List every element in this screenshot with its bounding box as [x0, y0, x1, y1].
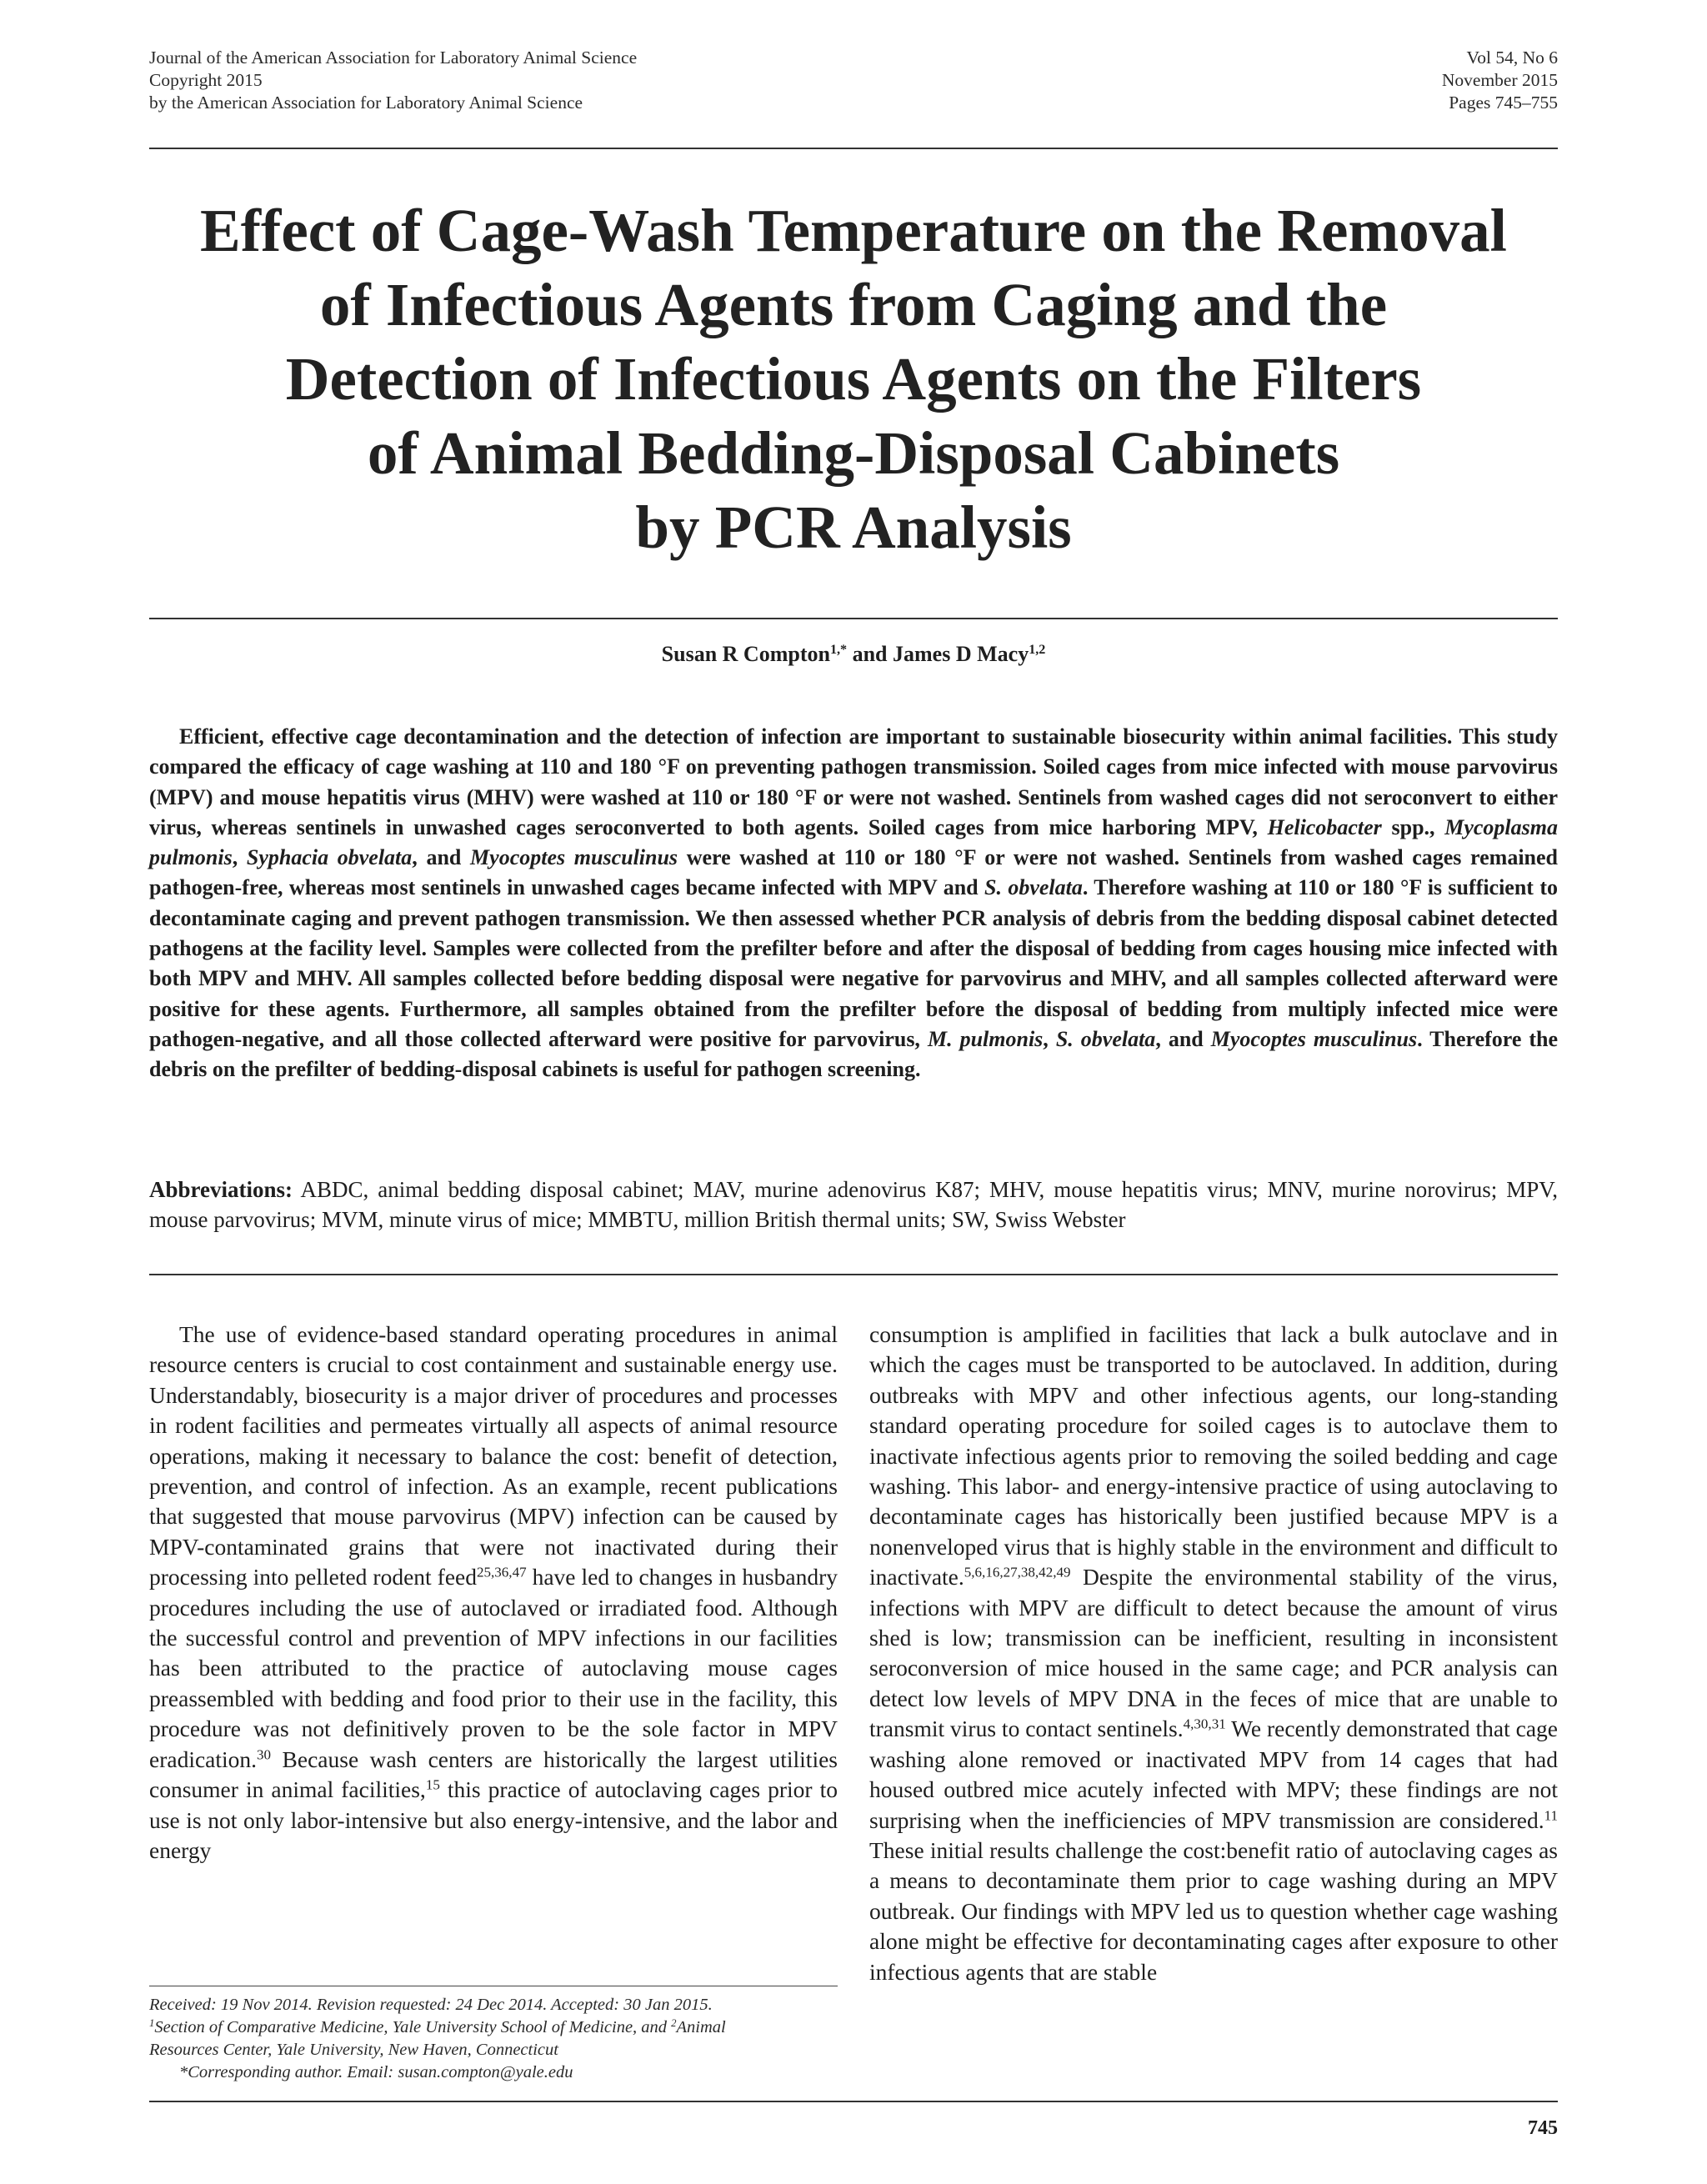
title-line: Effect of Cage-Wash Temperature on the Removal: [200, 197, 1507, 264]
volume-issue: Vol 54, No 6: [1466, 48, 1558, 68]
header-divider: [149, 148, 1558, 149]
body-text: The use of evidence-based standard operating procedures in animal resource centers is crucial to cost containment and sustainable energy use. Understandably, biosecurity is a major driver of procedures and processes in rodent facilities and permeates virtually all aspects of animal resource operations, making it necessary to balance the cost: benefit of detection, prevention, and control of infection. As an example, recent publications that suggested that mouse parvovirus (MPV) infection can be caused by MPV-contaminated grains that were not inactivated during their processing into pelleted rodent feed: [149, 1321, 838, 1590]
abstract-text: . Therefore the debris on the prefilter of bedding-disposal cabinets is useful for pathogen screening.: [149, 1026, 1559, 1082]
citation: 4,30,31: [1183, 1716, 1226, 1732]
species-name: Mycoplasma pulmonis: [149, 814, 1558, 870]
author-name: James D Macy: [893, 642, 1029, 666]
author-affiliation-marker: 1,*: [829, 643, 848, 658]
abstract-text: , and: [1155, 1026, 1211, 1051]
abstract-text: were washed at 110 or 180 °F or were not washed. Sentinels from washed cages remained pathogen-free, whereas most sentinels in unwashed cages became infected with MPV and: [149, 845, 1558, 900]
body-text: Despite the environmental stability of the virus, infections with MPV are difficult to detect because the amount of virus shed is low; transmission can be inefficient, resulting in inconsistent seroconversion of mice housed in the same cage; and PCR analysis can detect low levels of MPV DNA in the feces of mice that are unable to transmit virus to contact sentinels.: [869, 1564, 1558, 1742]
affiliation-marker: 1: [149, 2017, 155, 2030]
journal-name: Journal of the American Association for Laboratory Animal Science: [149, 48, 638, 68]
abbreviations-label: Abbreviations:: [149, 1177, 293, 1202]
body-paragraph: [869, 1320, 1558, 1987]
abstract: [149, 722, 1558, 1085]
body-paragraph: [149, 1320, 838, 1866]
copyright-line: Copyright 2015: [149, 70, 263, 90]
species-name: Myocoptes musculinus: [470, 845, 678, 870]
abstract-paragraph: [149, 722, 1558, 1085]
author-affiliation-marker: 1,2: [1029, 643, 1046, 658]
footnotes: [149, 1994, 838, 2084]
affiliation-text: Animal: [676, 2018, 726, 2036]
abstract-text: , and: [412, 845, 471, 870]
citation: 5,6,16,27,38,42,49: [964, 1564, 1071, 1580]
citation: 15: [425, 1776, 440, 1793]
author-name: Susan R Compton: [661, 642, 830, 666]
abbreviations: [149, 1175, 1558, 1235]
species-name: M. pulmonis: [927, 1026, 1044, 1051]
copyright-holder: by the American Association for Laboratory Animal Science: [149, 93, 583, 113]
issue-date: November 2015: [1441, 70, 1558, 90]
journal-header-left: [149, 47, 637, 114]
body-text: have led to changes in husbandry procedures including the use of autoclaved or irradiated food. Although the successful control and prevention of MPV infections in our facilities has been attributed to the practice of autoclaving mouse cages preassembled with bedding and food prior to their use in the facility, this procedure was not definitively proven to be the sole factor in MPV eradication.: [149, 1564, 838, 1772]
body-text: Because wash centers are historically the largest utilities consumer in animal facilities,: [149, 1746, 838, 1803]
affiliation-continued: Resources Center, Yale University, New Haven, Connecticut: [149, 2041, 558, 2059]
abstract-text: . Therefore washing at 110 or 180 °F is sufficient to decontaminate caging and prevent pathogen transmission. We then assessed whether PCR analysis of debris from the bedding disposal cabinet detected pathogens at the facility level. Samples were collected from the prefilter before and after the disposal of bedding from cages housing mice infected with both MPV and MHV. All samples collected before bedding disposal were negative for parvovirus and MHV, and all samples collected afterward were positive for these agents. Furthermore, all samples obtained from the prefilter before the disposal of bedding from multiply infected mice were pathogen-negative, and all those collected afterward were positive for parvovirus,: [149, 875, 1558, 1051]
abstract-text: spp.,: [1381, 814, 1445, 839]
author-conjunction: and: [847, 642, 894, 666]
species-name: S. obvelata: [1055, 1026, 1156, 1051]
author-list: [149, 640, 1558, 669]
body-text: We recently demonstrated that cage washing alone removed or inactivated MPV from 14 cages that had housed outbred mice acutely infected with MPV; these findings are not surprising when the inefficiencies of MPV transmission are considered.: [869, 1716, 1558, 1833]
journal-header-right: [1442, 47, 1558, 114]
corresponding-author: *Corresponding author. Email: susan.compton@yale.edu: [179, 2063, 573, 2081]
title-line: Detection of Infectious Agents on the Filters: [285, 345, 1422, 413]
abstract-text: ,: [232, 845, 247, 870]
title-line: of Animal Bedding-Disposal Cabinets: [367, 419, 1340, 487]
abstract-divider: [149, 1274, 1558, 1275]
title-divider: [149, 618, 1558, 619]
citation: 11: [1544, 1807, 1558, 1824]
body-column-right: [869, 1320, 1558, 1987]
species-name: Syphacia obvelata: [246, 845, 413, 870]
body-column-left: [149, 1320, 838, 1866]
species-name: Helicobacter: [1267, 814, 1382, 839]
affiliation-marker: 2: [671, 2017, 677, 2030]
title-line: of Infectious Agents from Caging and the: [319, 271, 1388, 338]
affiliation-text: Section of Comparative Medicine, Yale University School of Medicine, and: [154, 2018, 672, 2036]
species-name: S. obvelata: [984, 875, 1083, 900]
species-name: Myocoptes musculinus: [1210, 1026, 1418, 1051]
page-range: Pages 745–755: [1449, 93, 1558, 113]
body-text: this practice of autoclaving cages prior to use is not only labor-intensive but also energy-intensive, and the labor and energy: [149, 1776, 838, 1863]
page-number: 745: [1528, 2117, 1558, 2139]
article-title: [149, 193, 1558, 564]
abstract-text: Efficient, effective cage decontamination and the detection of infection are important to sustainable biosecurity within animal facilities. This study compared the efficacy of cage washing at 110 and 180 °F on preventing pathogen transmission. Soiled cages from mice infected with mouse parvovirus (MPV) and mouse hepatitis virus (MHV) were washed at 110 or 180 °F or were not washed. Sentinels from washed cages did not seroconvert to either virus, whereas sentinels in unwashed cages seroconverted to both agents. Soiled cages from mice harboring MPV,: [149, 724, 1558, 839]
received-dates: Received: 19 Nov 2014. Revision requested: 24 Dec 2014. Accepted: 30 Jan 2015.: [149, 1996, 713, 2014]
body-text: consumption is amplified in facilities that lack a bulk autoclave and in which the cages must be transported to be autoclaved. In addition, during outbreaks with MPV and other infectious agents, our long-standing standard operating procedure for soiled cages is to autoclave them to inactivate infectious agents prior to removing the soiled bedding and cage washing. This labor- and energy-intensive practice of using autoclaving to decontaminate cages has historically been justified because MPV is a nonenveloped virus that is highly stable in the environment and difficult to inactivate.: [869, 1321, 1558, 1590]
body-text: These initial results challenge the cost:benefit ratio of autoclaving cages as a means to decontaminate them prior to cage washing during an MPV outbreak. Our findings with MPV led us to question whether cage washing alone might be effective for decontaminating cages after exposure to other infectious agents that are stable: [869, 1836, 1558, 1985]
footer-divider: [149, 2101, 1558, 2102]
title-line: by PCR Analysis: [635, 493, 1072, 561]
citation: 25,36,47: [476, 1564, 527, 1580]
abstract-text: ,: [1043, 1026, 1056, 1051]
affiliations: [149, 2016, 838, 2039]
abbreviations-text: ABDC, animal bedding disposal cabinet; MAV, murine adenovirus K87; MHV, mouse hepatitis virus; MNV, murine norovirus; MPV, mouse parvovirus; MVM, minute virus of mice; MMBTU, million British thermal units; SW, Swiss Webster: [149, 1177, 1558, 1232]
citation: 30: [257, 1746, 272, 1763]
